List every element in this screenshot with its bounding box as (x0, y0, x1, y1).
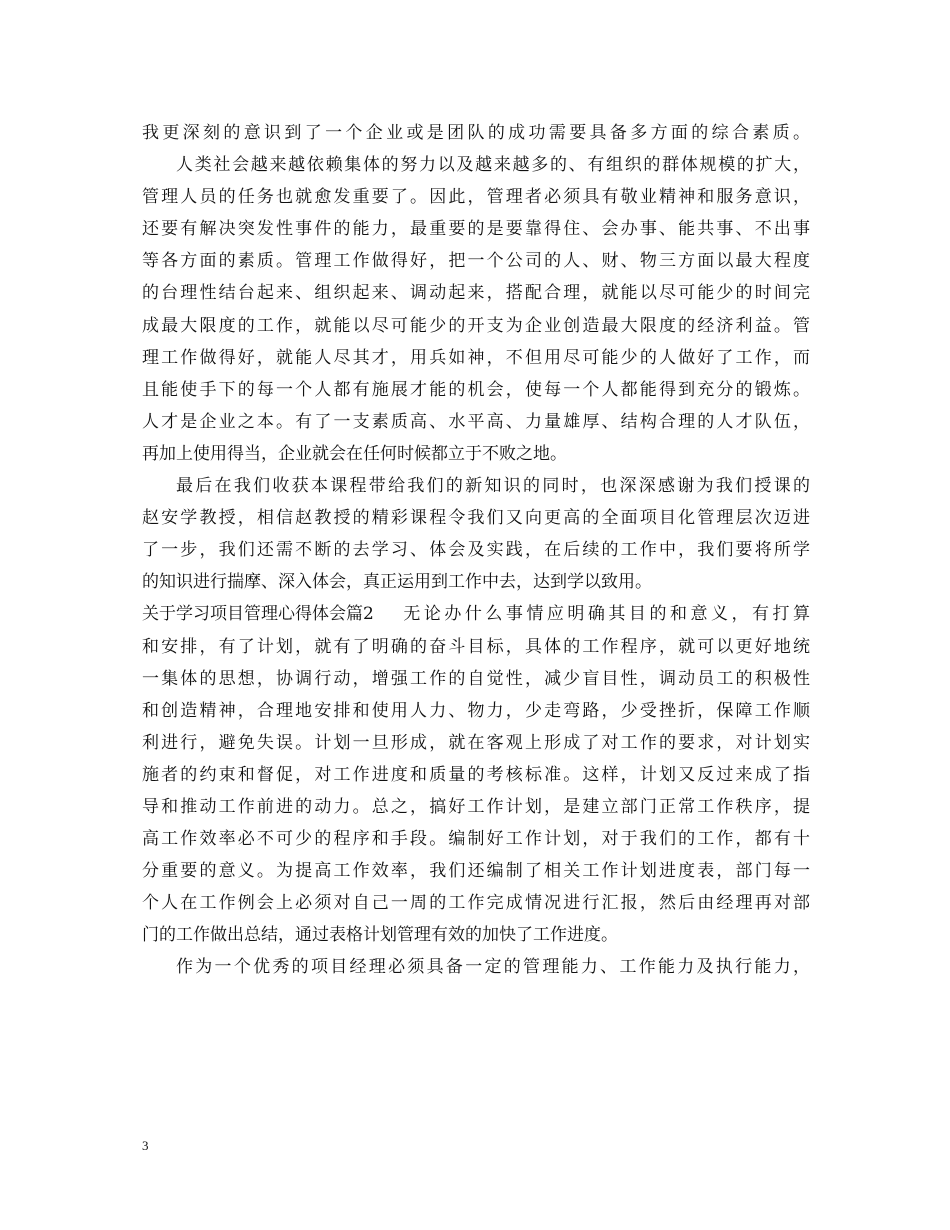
body-line-24: 分重要的意义。为提高工作效率，我们还编制了相关工作计划进度表，部门每一 (142, 861, 810, 882)
body-line-6: 的台理性结台起来、组织起来、调动起来，搭配合理，就能以尽可能少的时间完 (142, 283, 810, 304)
section-heading-line (142, 598, 810, 630)
body-line-4: 还要有解决突发性事件的能力，最重要的是要靠得住、会办事、能共事、不出事 (142, 219, 810, 240)
paragraph-first-line-2: 人类社会越来越依赖集体的努力以及越来越多的、有组织的群体规模的扩大， (176, 155, 810, 176)
body-line-5: 等各方面的素质。管理工作做得好，把一个公司的人、财、物三方面以最大程度 (142, 251, 810, 272)
body-line-7: 成最大限度的工作，就能以尽可能少的开支为企业创造最大限度的经济利益。管 (142, 315, 810, 336)
body-line-9: 且能使手下的每一个人都有施展才能的机会，使每一个人都能得到充分的锻炼。 (142, 379, 810, 400)
page-number: 3 (142, 1138, 149, 1153)
body-line-21: 施者的约束和督促，对工作进度和质量的考核标准。这样，计划又反过来成了指 (142, 764, 810, 785)
body-line-17: 和安排，有了计划，就有了明确的奋斗目标，具体的工作程序，就可以更好地统 (142, 636, 810, 657)
paragraph-first-line-12: 最后在我们收获本课程带给我们的新知识的同时，也深深感谢为我们授课的 (176, 476, 810, 497)
body-line-22: 导和推动工作前进的动力。总之，搞好工作计划，是建立部门正常工作秩序，提 (142, 796, 810, 817)
body-line-14: 了一步，我们还需不断的去学习、体会及实践，在后续的工作中，我们要将所学 (142, 540, 810, 561)
paragraph-first-line-27: 作为一个优秀的项目经理必须具备一定的管理能力、工作能力及执行能力， (176, 957, 810, 978)
body-line-26: 门的工作做出总结，通过表格计划管理有效的加快了工作进度。 (142, 925, 618, 946)
section-first-line: 无论办什么事情应明确其目的和意义，有打算 (399, 604, 810, 625)
body-line-10: 人才是企业之本。有了一支素质高、水平高、力量雄厚、结构合理的人才队伍， (142, 411, 810, 432)
body-line-13: 赵安学教授，相信赵教授的精彩课程令我们又向更高的全面项目化管理层次迈进 (142, 508, 810, 529)
body-line-18: 一集体的思想，协调行动，增强工作的自觉性，减少盲目性，调动员工的积极性 (142, 668, 810, 689)
body-line-25: 个人在工作例会上必须对自己一周的工作完成情况进行汇报，然后由经理再对部 (142, 893, 810, 914)
body-line-8: 理工作做得好，就能人尽其才，用兵如神，不但用尽可能少的人做好了工作，而 (142, 347, 810, 368)
body-line-1: 我更深刻的意识到了一个企业或是团队的成功需要具备多方面的综合素质。 (142, 123, 810, 143)
document-page (142, 117, 810, 984)
body-line-3: 管理人员的任务也就愈发重要了。因此，管理者必须具有敬业精神和服务意识， (142, 187, 810, 208)
section-title: 关于学习项目管理心得体会篇2 (142, 604, 374, 625)
body-line-19: 和创造精神，合理地安排和使用人力、物力，少走弯路，少受挫折，保障工作顺 (142, 700, 810, 721)
body-line-15: 的知识进行揣摩、深入体会，真正运用到工作中去，达到学以致用。 (142, 572, 652, 593)
body-line-23: 高工作效率必不可少的程序和手段。编制好工作计划，对于我们的工作，都有十 (142, 829, 810, 850)
body-line-20: 利进行，避免失误。计划一旦形成，就在客观上形成了对工作的要求，对计划实 (142, 732, 810, 753)
body-line-11: 再加上使用得当，企业就会在任何时候都立于不败之地。 (142, 443, 567, 464)
